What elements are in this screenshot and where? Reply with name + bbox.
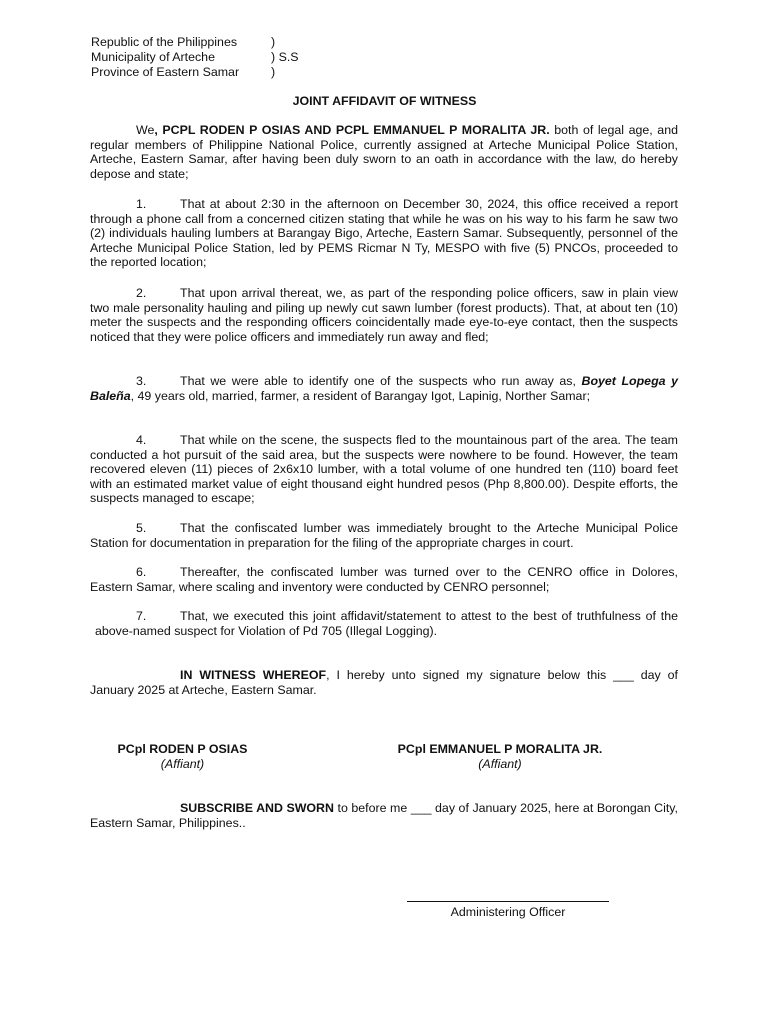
item-text: , 49 years old, married, farmer, a resident of Barangay Igot, Lapinig, Norther Samar; bbox=[130, 388, 591, 403]
witness-heading: IN WITNESS WHEREOF bbox=[180, 668, 327, 682]
signatory-name: PCpl EMMANUEL P MORALITA JR. bbox=[397, 742, 603, 756]
venue-line bbox=[91, 65, 299, 80]
venue-bracket: ) S.S bbox=[271, 50, 299, 64]
statement-item-1 bbox=[90, 197, 678, 270]
item-number: 6. bbox=[136, 565, 147, 579]
administering-officer-label: Administering Officer bbox=[450, 905, 566, 919]
item-number: 1. bbox=[136, 197, 147, 211]
venue-block bbox=[91, 35, 299, 80]
witness-paragraph bbox=[90, 668, 678, 697]
item-text: Thereafter, the confiscated lumber was turned over to the CENRO office in Dolores, Eastern Samar, where scaling and inventory were conducted by CENRO personnel; bbox=[90, 565, 678, 594]
document-title: JOINT AFFIDAVIT OF WITNESS bbox=[292, 94, 477, 108]
intro-text: both of legal age, and regular members of Philippine National Police, currently assigned at Arteche Municipal Police Station, Arteche, Eastern Samar, after having been duly sworn to an oath in accordance with the law, do hereby depose and state; bbox=[90, 123, 678, 181]
signatory-role: (Affiant) bbox=[478, 756, 522, 771]
intro-paragraph bbox=[90, 123, 678, 181]
item-number: 7. bbox=[136, 609, 147, 623]
item-text: That we were able to identify one of the suspects who run away as, bbox=[180, 374, 582, 388]
signatory-moralita bbox=[375, 742, 625, 771]
jurat-text: to before me ___ day of January 2025, here at Borongan City, Eastern Samar, Philippines.. bbox=[90, 801, 678, 830]
jurat-heading: SUBSCRIBE AND SWORN bbox=[180, 801, 334, 815]
item-number: 2. bbox=[136, 286, 147, 300]
venue-line bbox=[91, 35, 299, 50]
signatory-name: PCpl RODEN P OSIAS bbox=[117, 742, 248, 756]
venue-province: Province of Eastern Samar bbox=[91, 65, 240, 79]
venue-line bbox=[91, 50, 299, 65]
witness-text: , I hereby unto signed my signature below this ___ day of January 2025 at Arteche, Eastern Samar. bbox=[90, 668, 678, 697]
signatory-role: (Affiant) bbox=[160, 756, 205, 771]
statement-item-7 bbox=[95, 609, 678, 638]
item-number: 5. bbox=[136, 521, 147, 535]
item-text: That the confiscated lumber was immediately brought to the Arteche Municipal Police Station for documentation in preparation for the filing of the appropriate charges in court. bbox=[90, 521, 678, 550]
item-number: 3. bbox=[136, 374, 147, 388]
venue-municipality: Municipality of Arteche bbox=[91, 50, 215, 64]
item-text: That at about 2:30 in the afternoon on December 30, 2024, this office received a report through a phone call from a concerned citizen stating that while he was on his way to his farm he saw two (2) individuals hauling lumbers at Barangay Bigo, Arteche, Eastern Samar. Subsequently, personnel of the Arteche Municipal Police Station, led by PEMS Ricmar N Ty, MESPO with five (5) PNCOs, proceeded to the reported location; bbox=[90, 197, 678, 270]
signatory-osias bbox=[100, 742, 265, 771]
venue-bracket: ) bbox=[271, 65, 276, 79]
intro-affiant-names: , PCPL RODEN P OSIAS AND PCPL EMMANUEL P MORALITA JR. bbox=[154, 123, 550, 137]
jurat-paragraph bbox=[90, 801, 678, 830]
intro-lead: We bbox=[136, 123, 155, 137]
item-text: That while on the scene, the suspects fled to the mountainous part of the area. The team conducted a hot pursuit of the said area, but the suspects were nowhere to be found. However, the team recovered eleven (11) pieces of 2x6x10 lumber, with a total volume of one hundred ten (110) board feet with an estimated market value of eight thousand eight hundred pesos (Php 8,800.00). Despite efforts, the suspects managed to escape; bbox=[90, 433, 678, 506]
signature-line bbox=[407, 901, 609, 902]
suspect-name: Boyet Lopega y Baleña bbox=[90, 374, 678, 403]
statement-item-5 bbox=[90, 521, 678, 550]
venue-bracket: ) bbox=[271, 35, 276, 49]
statement-item-2 bbox=[90, 286, 678, 344]
venue-country: Republic of the Philippines bbox=[91, 35, 238, 49]
statement-item-6 bbox=[90, 565, 678, 594]
statement-item-4 bbox=[90, 433, 678, 506]
statement-item-3 bbox=[90, 374, 678, 403]
item-text: That, we executed this joint affidavit/statement to attest to the best of truthfulness of the above-named suspect for Violation of Pd 705 (Illegal Logging). bbox=[95, 609, 678, 638]
item-text: That upon arrival thereat, we, as part of the responding police officers, saw in plain view two male personality hauling and piling up newly cut sawn lumber (forest products). That, at about ten (10) meter the suspects and the responding officers coincidentally made eye-to-eye contact, then the suspects noticed that they were police officers and immediately run away and fled; bbox=[90, 286, 678, 344]
item-number: 4. bbox=[136, 433, 147, 447]
